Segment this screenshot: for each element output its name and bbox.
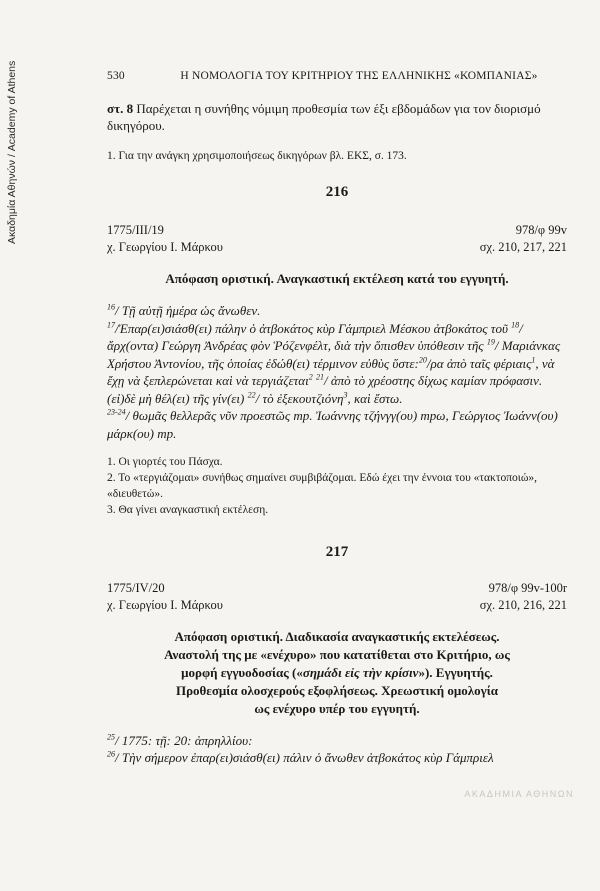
text-line-25: $^{25}$/ 1775: τῇ: 20: ἀπρηλλίου: <box>107 732 253 748</box>
entry-216-meta-1 <box>107 222 567 239</box>
line-8-text: Παρέχεται η συνήθης νόμιμη προθεσμία των έξι εβδομάδων για τον διορισμό δικηγόρου. <box>107 101 541 133</box>
footnote-1: 1. Οι γιορτές του Πάσχα. <box>107 456 223 468</box>
footnote-3: 3. Θα γίνει αναγκαστική εκτέλεση. <box>107 504 269 516</box>
entry-217-meta-2 <box>107 597 567 614</box>
entry-217-date: 1775/IV/20 <box>107 581 165 595</box>
text-line-23-24: $^{23-24}$/ θωμᾶς θελλερᾶς νῦν προεστῶς mp. Ἰωάννης τζήνγγ(ου) mpω, Γεώργιος Ἰωάνν(ου) μάρκ(ου) mp. <box>107 407 558 441</box>
entry-216-footnotes <box>107 454 567 518</box>
text-line-16: $^{16}$/ Τῇ αὐτῇ ἡμέρα ὡς ἄνωθεν. <box>107 302 261 318</box>
archive-side-label: Ακαδημία Αθηνών / Academy of Athens <box>6 60 18 245</box>
entry-217-folio: 978/φ 99v-100r <box>488 581 567 595</box>
entry-217-title: Απόφαση οριστική. Διαδικασία αναγκαστικής εκτελέσεως. Αναστολή της με «ενέχυρο» που κατατίθεται στο Κριτήριο, ως μορφή εγγυοδοσίας («σημάδι εἰς τὴν κρίσιν»). Εγγυητής. Προθεσμία ολοσχερούς εξοφλήσεως. Χρεωστική ομολογία ως ενέχυρο υπέρ του εγγυητή. <box>164 629 510 716</box>
entry-217-refs: σχ. 210, 216, 221 <box>479 598 567 612</box>
entry-number-216: 216 <box>325 184 349 200</box>
entry-217-meta-1 <box>107 580 567 597</box>
entry-216-title: Απόφαση οριστική. Αναγκαστική εκτέλεση κατά του εγγυητή. <box>165 271 509 286</box>
entry-number-217: 217 <box>325 544 349 560</box>
academy-watermark: ΑΚΑΔΗΜΙΑ ΑΘΗΝΩΝ <box>464 789 574 799</box>
text-line-17: $^{17}$/Ἐπαρ(ει)σιάσθ(ει) πάλην ὁ ἀτβοκάτος κὺρ Γάμπριελ Μέσκου ἀτβοκάτος τοῦ $^{18}$/ ἄρχ(οντα) Γεώργη Ἀνδρέας φὸν Ῥόζενφέλτ, διὰ τὴν ὅπισθεν ὑπόθεσιν τῆς $^{19}$/ Μαριάνκας Χρήστου Ἀντονίου, τῆς ὁποίας ἐδώθ(ει) τέρμινον εὐθὺς ὕστε:$^{20}$/ρα ἀπὸ ταῖς φέριαις$^1$, νὰ ἔχῃ νὰ ξεπλερώνεται καὶ νὰ τεργιάζεται$^2$ $^{21}$/ ἀπὸ τὸ χρέοστης δίχως καμίαν πρόφασιν. (εἰ)δὲ μὴ θέλ(ει) τῆς γίν(ει) $^{22}$/ τὸ ἐξεκουτζιόνη$^3$, καὶ ἔστω. <box>107 320 561 406</box>
line-8-note <box>107 100 567 134</box>
entry-216-folio: 978/φ 99v <box>515 223 567 237</box>
running-header <box>107 68 567 84</box>
entry-216-date: 1775/III/19 <box>107 223 164 237</box>
page-number: 530 <box>107 70 125 82</box>
footnote-2: 2. Το «τεργιάζομαι» συνήθως σημαίνει συμβιβάζομαι. Εδώ έχει την έννοια του «τακτοποιώ», «διευθετώ». <box>107 472 538 500</box>
entry-217-scribe: χ. Γεωργίου Ι. Μάρκου <box>107 598 223 612</box>
page-content <box>107 68 567 766</box>
entry-217-text <box>107 732 567 766</box>
entry-216-text <box>107 302 567 442</box>
line-ref: στ. 8 <box>107 101 134 116</box>
entry-216-scribe: χ. Γεωργίου Ι. Μάρκου <box>107 240 223 254</box>
entry-216-refs: σχ. 210, 217, 221 <box>479 240 567 254</box>
running-title: Η ΝΟΜΟΛΟΓΙΑ ΤΟΥ ΚΡΙΤΗΡΙΟΥ ΤΗΣ ΕΛΛΗΝΙΚΗΣ «ΚΟΜΠΑΝΙΑΣ» <box>180 70 538 82</box>
entry-216-meta-2 <box>107 239 567 256</box>
text-line-26: $^{26}$/ Τὴν σήμερον ἐπαρ(ει)σιάσθ(ει) πάλιν ὁ ἄνωθεν ἀτβοκάτος κὺρ Γάμπριελ <box>107 749 494 765</box>
footnote-prev-1: 1. Για την ανάγκη χρησιμοποιήσεως δικηγόρων βλ. ΕΚΣ, σ. 173. <box>107 150 407 162</box>
